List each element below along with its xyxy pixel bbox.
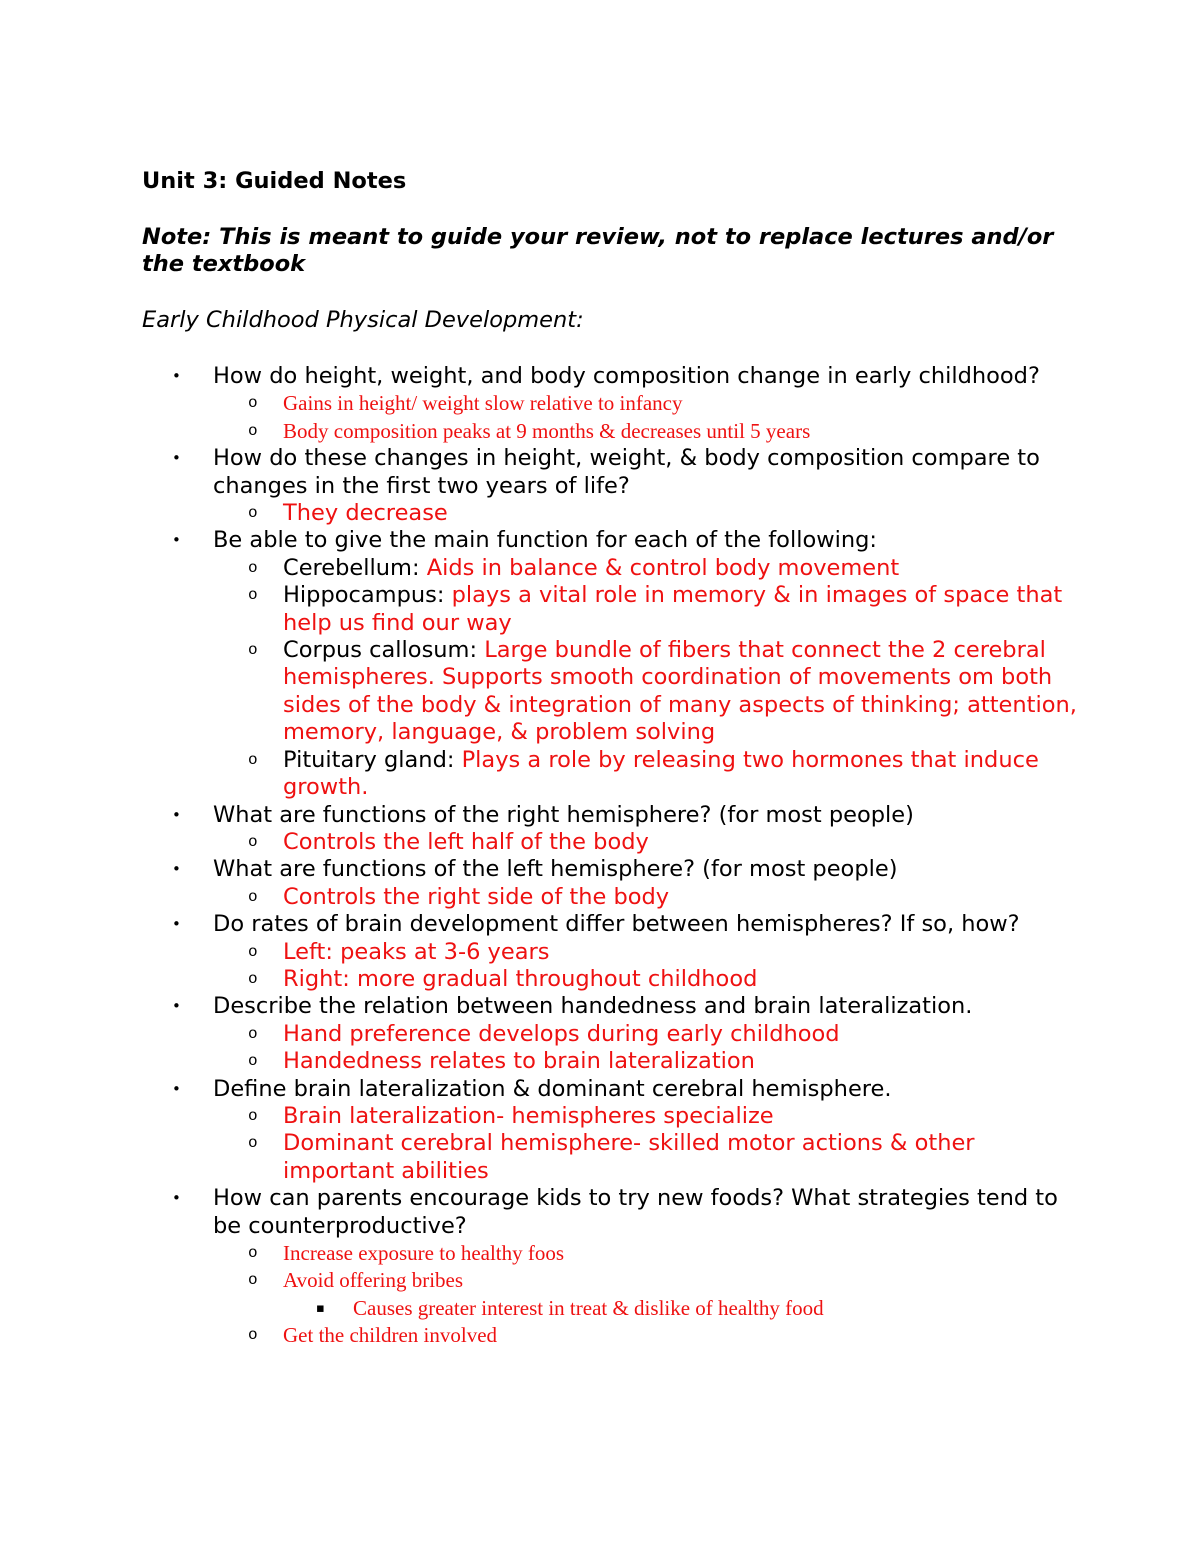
circle-bullet-icon: o [248,750,258,769]
circle-bullet-icon: o [248,1271,258,1290]
circle-bullet-icon: o [248,394,258,413]
answer-text: Handedness relates to brain lateralization [283,1048,755,1075]
circle-bullet-icon: o [248,1326,258,1345]
question-item [142,911,1082,993]
structure-label: Pituitary gland: [283,746,462,773]
answer-text: Dominant cerebral hemisphere- skilled motor actions & other important abilities [283,1130,975,1184]
circle-bullet-icon: o [248,421,258,440]
bullet-icon: • [172,997,181,1016]
question-item [142,445,1082,527]
page-title: Unit 3: Guided Notes [142,168,407,194]
question-text: Do rates of brain development differ between hemispheres? If so, how? [213,911,1020,938]
brain-structure-item [142,637,1082,747]
circle-bullet-icon: o [248,1134,258,1153]
bullet-icon: • [172,860,181,879]
bullet-icon: • [172,1189,181,1208]
document-page [142,168,1082,1350]
answer-text: Right: more gradual throughout childhood [283,965,758,992]
circle-bullet-icon: o [248,558,258,577]
answer-item [142,1267,1082,1322]
structure-label: Corpus callosum: [283,637,485,664]
question-item [142,363,1082,445]
question-text: What are functions of the left hemisphere? (for most people) [213,856,898,883]
nested-answer-item [142,1295,1082,1322]
answer-text: Get the children involved [283,1323,498,1348]
answer-text: They decrease [283,500,448,527]
answer-item [142,939,1082,966]
bullet-icon: • [172,367,181,385]
answer-item [142,418,1082,445]
question-item [142,1076,1082,1186]
circle-bullet-icon: o [248,1052,258,1071]
brain-structure-item [142,555,1082,582]
question-text: Describe the relation between handedness and brain lateralization. [213,993,973,1020]
circle-bullet-icon: o [248,586,258,605]
brain-structure-item [142,747,1082,802]
answer-item [142,829,1082,856]
answer-text: Body composition peaks at 9 months & decreases until 5 years [283,418,811,443]
question-item [142,1185,1082,1349]
bullet-icon: • [172,805,181,824]
structure-label: Hippocampus: [283,582,452,609]
question-text: What are functions of the right hemisphere? (for most people) [213,801,914,828]
bullet-icon: • [172,449,181,468]
answer-text: Hand preference develops during early childhood [283,1020,840,1047]
circle-bullet-icon: o [248,504,258,523]
structure-function: plays a vital role in memory & in images of space that help us find our way [283,582,1063,636]
circle-bullet-icon: o [248,832,258,851]
question-text: How can parents encourage kids to try new foods? What strategies tend to be counterproductive? [213,1185,1058,1239]
answer-item [142,1240,1082,1267]
answer-text: Gains in height/ weight slow relative to infancy [283,391,683,416]
answer-text: Avoid offering bribes [283,1268,464,1293]
bullet-icon: • [172,915,181,934]
brain-structure-item [142,582,1082,637]
answer-item [142,884,1082,911]
circle-bullet-icon: o [248,1024,258,1043]
bullet-icon: • [172,531,181,550]
review-note: Note: This is meant to guide your review, not to replace lectures and/or the textbook [142,224,1054,277]
answer-item [142,1322,1082,1349]
answer-text: Increase exposure to healthy foos [283,1241,565,1265]
circle-bullet-icon: o [248,969,258,988]
structure-function: Aids in balance & control body movement [426,554,900,581]
answer-item [142,1103,1082,1130]
answer-item [142,966,1082,993]
question-item [142,527,1082,801]
bullet-icon: • [172,1079,181,1098]
structure-function: Large bundle of fibers that connect the 2 cerebral hemispheres. Supports smooth coordination of movements om both sides of the body & integration of many aspects of thinking; attention, memory, language, & problem solving [283,637,1077,746]
circle-bullet-icon: o [248,641,258,660]
question-item [142,856,1082,911]
question-item [142,802,1082,857]
answer-item [142,1021,1082,1048]
section-heading: Early Childhood Physical Development: [142,307,584,333]
answer-item [142,1048,1082,1075]
structure-label: Cerebellum: [283,554,427,581]
answer-text: Controls the right side of the body [283,883,670,910]
question-item [142,993,1082,1075]
circle-bullet-icon: o [248,1106,258,1125]
question-text: Define brain lateralization & dominant cerebral hemisphere. [213,1075,892,1102]
question-list [142,363,1082,1350]
question-text: Be able to give the main function for each of the following: [213,527,877,554]
answer-text: Controls the left half of the body [283,828,649,855]
square-bullet-icon: ▪ [316,1300,325,1316]
circle-bullet-icon: o [248,942,258,961]
answer-text: Brain lateralization- hemispheres specialize [283,1102,774,1129]
answer-item [142,390,1082,417]
nested-answer-text: Causes greater interest in treat & dislike of healthy food [353,1295,824,1320]
answer-item [142,500,1082,527]
circle-bullet-icon: o [248,887,258,906]
answer-item [142,1130,1082,1185]
question-text: How do these changes in height, weight, & body composition compare to changes in the first two years of life? [213,445,1040,499]
answer-text: Left: peaks at 3-6 years [283,938,550,965]
structure-function: Plays a role by releasing two hormones that induce growth. [283,746,1039,801]
circle-bullet-icon: o [248,1244,258,1262]
question-text: How do height, weight, and body composition change in early childhood? [213,363,1040,389]
